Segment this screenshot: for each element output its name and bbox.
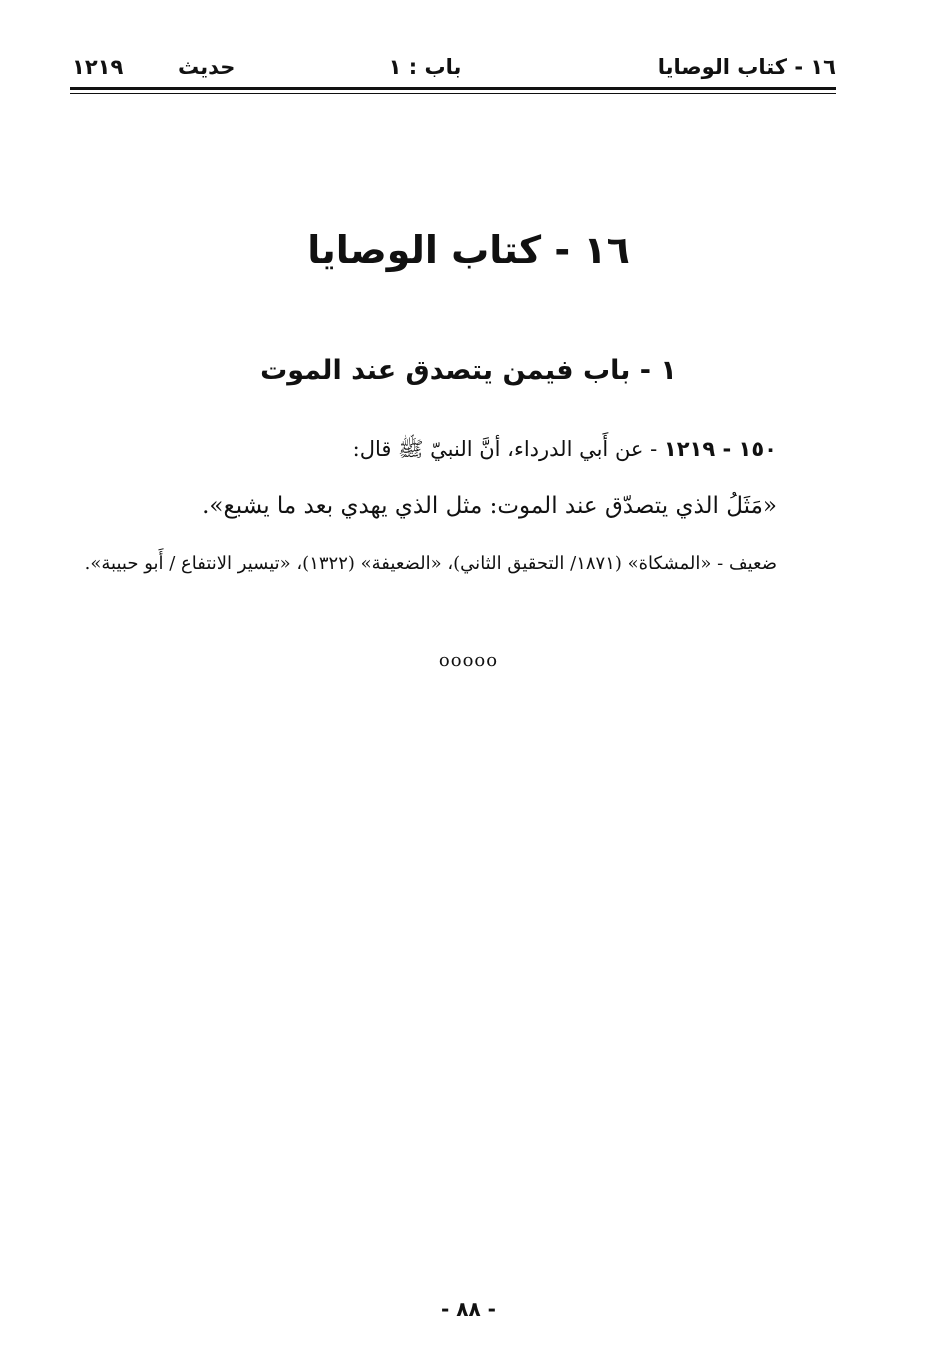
hadith-grading: ضعيف - «المشكاة» (١٨٧١/ التحقيق الثاني)، «الضعيفة» (١٣٢٢)، «تيسير الانتفاع / أَبو حبيبة». <box>84 553 777 574</box>
running-header-hadith-label: حديث <box>178 55 236 79</box>
header-rule-thick <box>70 87 836 90</box>
hadith-numbers: ١٥٠ - ١٢١٩ <box>663 437 777 461</box>
running-header-book: ١٦ - كتاب الوصايا <box>657 55 836 79</box>
hadith-intro <box>353 432 777 466</box>
running-header-hadith-number: ١٢١٩ <box>72 55 124 79</box>
page-number: - ٨٨ - <box>441 1297 496 1321</box>
section-separator: ooooo <box>438 650 499 671</box>
header-rule-thin <box>70 93 836 94</box>
hadith-text: «مَثَلُ الذي يتصدّق عند الموت: مثل الذي يهدي بعد ما يشبع». <box>202 493 777 519</box>
book-title: ١٦ - كتاب الوصايا <box>307 228 630 272</box>
running-header <box>70 52 836 88</box>
running-header-chapter: باب : ١ <box>388 55 462 79</box>
hadith-narration: - عن أَبي الدرداء، أنَّ النبيّ ﷺ قال: <box>352 437 664 461</box>
chapter-title: ١ - باب فيمن يتصدق عند الموت <box>260 355 677 386</box>
